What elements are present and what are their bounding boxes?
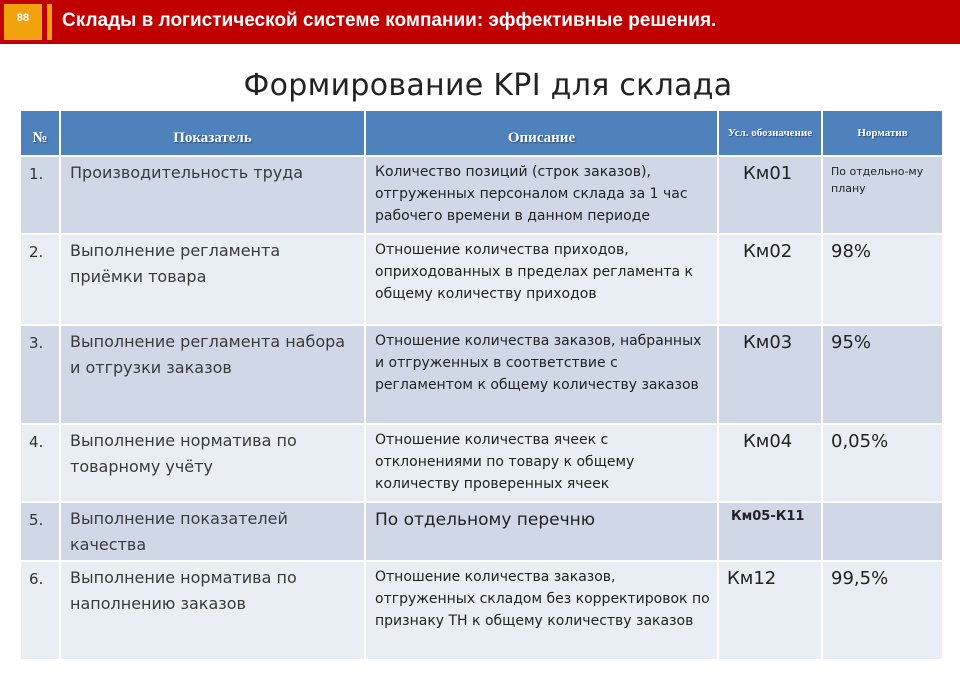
indicator-description: Отношение количества заказов, набранных и отгруженных в соответствие с регламентом к общему количеству заказов (365, 325, 718, 424)
indicator-description: Отношение количества ячеек с отклонениями по товару к общему количеству проверенных ячеек (365, 424, 718, 502)
row-number: 2. (20, 234, 60, 325)
page-number-badge: 88 (4, 4, 42, 40)
row-number: 1. (20, 156, 60, 234)
indicator-code: Км05-К11 (718, 502, 822, 561)
indicator-norm: По отдельно-му плану (822, 156, 943, 234)
row-number: 6. (20, 561, 60, 660)
table-header-row (20, 110, 943, 156)
table-row (20, 424, 943, 502)
indicator-name: Выполнение регламента набора и отгрузки заказов (60, 325, 365, 424)
indicator-description: По отдельному перечню (365, 502, 718, 561)
indicator-norm: 0,05% (822, 424, 943, 502)
table-row (20, 325, 943, 424)
indicator-norm: 98% (822, 234, 943, 325)
indicator-name: Производительность труда (60, 156, 365, 234)
indicator-norm (822, 502, 943, 561)
indicator-name: Выполнение норматива по товарному учёту (60, 424, 365, 502)
header-bar (0, 0, 960, 44)
table-row (20, 561, 943, 660)
indicator-name: Выполнение норматива по наполнению заказов (60, 561, 365, 660)
table-row (20, 502, 943, 561)
badge-stripe (47, 4, 52, 40)
row-number: 3. (20, 325, 60, 424)
header-title: Склады в логистической системе компании: эффективные решения. (62, 10, 717, 31)
indicator-code: Км12 (718, 561, 822, 660)
indicator-name: Выполнение показателей качества (60, 502, 365, 561)
indicator-code: Км03 (718, 325, 822, 424)
column-header-indicator: Показатель (60, 110, 365, 156)
table-row (20, 234, 943, 325)
column-header-norm: Норматив (822, 110, 943, 156)
indicator-name: Выполнение регламента приёмки товара (60, 234, 365, 325)
indicator-norm: 99,5% (822, 561, 943, 660)
indicator-description: Отношение количества приходов, оприходованных в пределах регламента к общему количеству приходов (365, 234, 718, 325)
indicator-norm: 95% (822, 325, 943, 424)
indicator-description: Отношение количества заказов, отгруженных складом без корректировок по признаку ТН к общему количеству заказов (365, 561, 718, 660)
column-header-description: Описание (365, 110, 718, 156)
kpi-table (19, 109, 944, 661)
indicator-code: Км02 (718, 234, 822, 325)
table-row (20, 156, 943, 234)
indicator-code: Км04 (718, 424, 822, 502)
slide-title: Формирование KPI для склада (243, 68, 733, 103)
column-header-code: Усл. обозначение (718, 110, 822, 156)
indicator-code: Км01 (718, 156, 822, 234)
row-number: 5. (20, 502, 60, 561)
indicator-description: Количество позиций (строк заказов), отгруженных персоналом склада за 1 час рабочего времени в данном периоде (365, 156, 718, 234)
column-header-num: № (20, 110, 60, 156)
row-number: 4. (20, 424, 60, 502)
